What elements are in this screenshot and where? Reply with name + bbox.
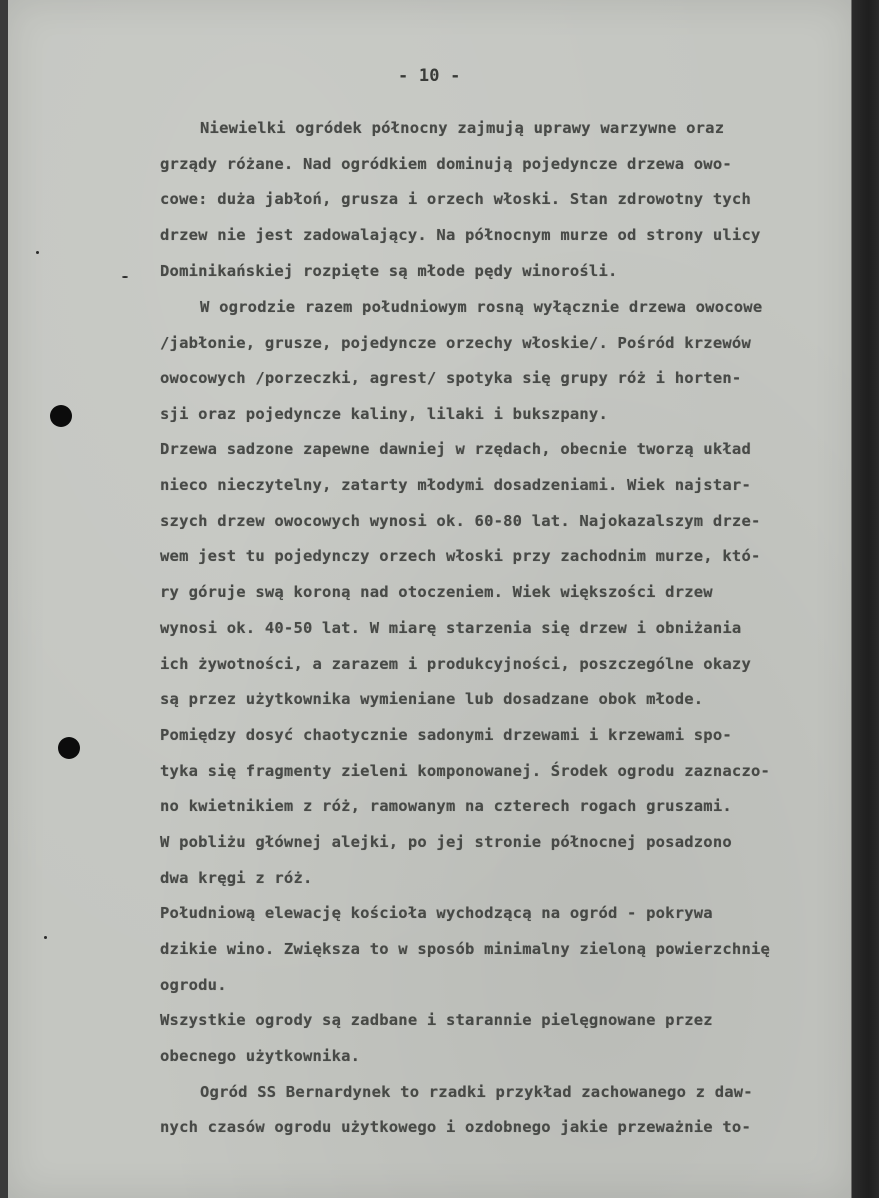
text-line: grządy różane. Nad ogródkiem dominują pojedyncze drzewa owo- — [160, 155, 732, 173]
text-line: Dominikańskiej rozpięte są młode pędy winorośli. — [160, 262, 618, 280]
text-line: W pobliżu głównej alejki, po jej stronie północnej posadzono — [160, 833, 732, 851]
text-line: ry góruje swą koroną nad otoczeniem. Wiek większości drzew — [160, 583, 713, 601]
text-line: tyka się fragmenty zieleni komponowanej. Środek ogrodu zaznaczo- — [160, 762, 771, 780]
text-line: obecnego użytkownika. — [160, 1047, 361, 1065]
text-line: wynosi ok. 40-50 lat. W miarę starzenia się drzew i obniżania — [160, 619, 742, 637]
text-line: szych drzew owocowych wynosi ok. 60-80 lat. Najokazalszym drze- — [160, 512, 761, 530]
text-line: wem jest tu pojedynczy orzech włoski przy zachodnim murze, któ- — [160, 547, 761, 565]
text-line: Pomiędzy dosyć chaotycznie sadonymi drzewami i krzewami spo- — [160, 726, 732, 744]
text-line: /jabłonie, grusze, pojedyncze orzechy włoskie/. Pośród krzewów — [160, 334, 751, 352]
text-line: W ogrodzie razem południowym rosną wyłącznie drzewa owocowe — [200, 298, 763, 316]
text-line: Wszystkie ogrody są zadbane i starannie pielęgnowane przez — [160, 1011, 713, 1029]
text-line: sji oraz pojedyncze kaliny, lilaki i bukszpany. — [160, 405, 608, 423]
text-line: Południową elewację kościoła wychodzącą na ogród - pokrywa — [160, 904, 713, 922]
text-line: nych czasów ogrodu użytkowego i ozdobnego jakie przeważnie to- — [160, 1118, 751, 1136]
text-line: ich żywotności, a zarazem i produkcyjności, poszczególne okazy — [160, 655, 751, 673]
text-line: Ogród SS Bernardynek to rzadki przykład zachowanego z daw- — [200, 1083, 753, 1101]
text-line: Niewielki ogródek północny zajmują uprawy warzywne oraz — [200, 119, 725, 137]
text-line: dwa kręgi z róż. — [160, 869, 313, 887]
text-line: drzew nie jest zadowalający. Na północnym murze od strony ulicy — [160, 226, 761, 244]
text-line: ogrodu. — [160, 976, 227, 994]
page-number: - 10 - — [398, 66, 461, 86]
text-line: no kwietnikiem z róż, ramowanym na czterech rogach gruszami. — [160, 797, 732, 815]
text-line: owocowych /porzeczki, agrest/ spotyka się grupy róż i horten- — [160, 369, 742, 387]
text-line: nieco nieczytelny, zatarty młodymi dosadzeniami. Wiek najstar- — [160, 476, 751, 494]
text-line: są przez użytkownika wymieniane lub dosadzane obok młode. — [160, 690, 704, 708]
text-line: Drzewa sadzone zapewne dawniej w rzędach, obecnie tworzą układ — [160, 440, 751, 458]
text-line: dzikie wino. Zwiększa to w sposób minimalny zieloną powierzchnię — [160, 940, 771, 958]
text-line: cowe: duża jabłoń, grusza i orzech włoski. Stan zdrowotny tych — [160, 190, 751, 208]
